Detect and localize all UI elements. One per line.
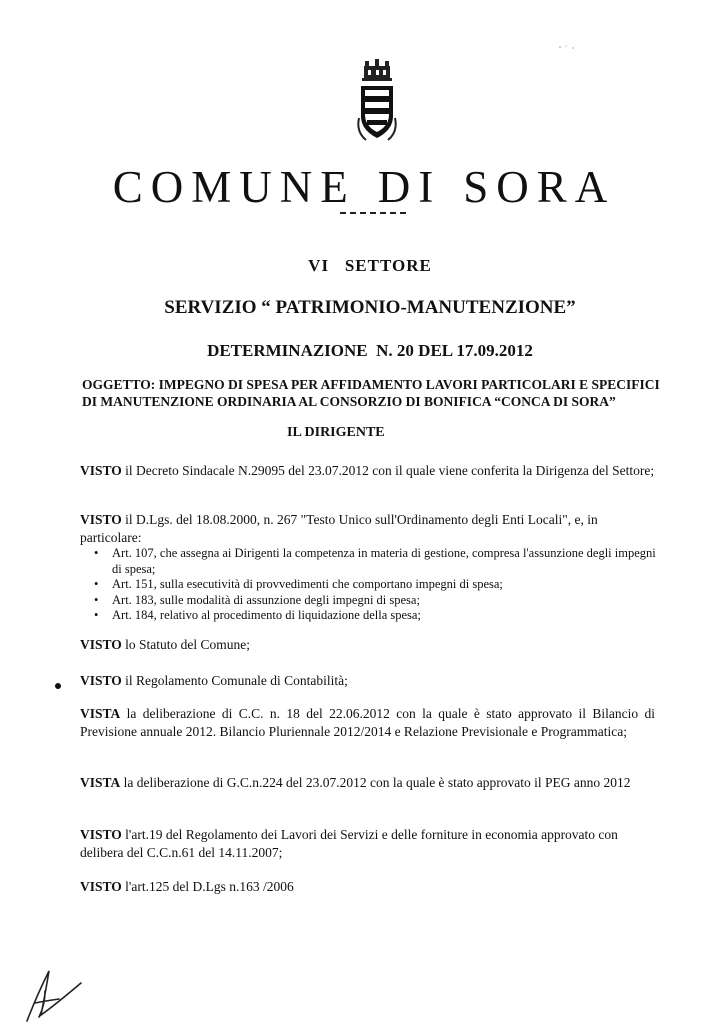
scan-mark <box>55 683 61 689</box>
paragraph-body: il Decreto Sindacale N.29095 del 23.07.2012 con il quale viene conferita la Dirigenza del Settore; <box>121 463 655 478</box>
title-divider <box>340 212 406 214</box>
paragraph-body: il D.Lgs. del 18.08.2000, n. 267 "Testo Unico sull'Ordinamento degli Enti Locali", e, in particolare: <box>80 512 598 545</box>
paragraph-dlgs <box>80 511 655 547</box>
article-text: Art. 184, relativo al procedimento di liquidazione della spesa; <box>112 608 421 622</box>
comune-word-sora: SORA <box>463 162 616 212</box>
paragraph-body: lo Statuto del Comune; <box>121 637 251 652</box>
bullet-glyph: • <box>94 577 99 591</box>
scan-speck <box>558 44 578 50</box>
comune-word-di: DI <box>377 162 442 212</box>
determinazione-heading: DETERMINAZIONE N. 20 DEL 17.09.2012 <box>207 341 533 360</box>
settore-heading: VI SETTORE <box>308 256 432 275</box>
article-text: Art. 183, sulle modalità di assunzione degli impegni di spesa; <box>112 592 420 607</box>
paragraph-body: la deliberazione di C.C. n. 18 del 22.06.2012 con la quale è stato approvato il Bilancio di Previsione annuale 2012. Bilancio Pluriennale 2012/2014 e Relazione Previsionale e Programmatica; <box>80 706 655 739</box>
bullet-glyph: • <box>94 546 99 560</box>
paragraph-peg <box>80 774 655 792</box>
paragraph-label: VISTA <box>80 775 121 790</box>
list-item <box>94 546 664 577</box>
paragraph-label: VISTO <box>80 673 122 688</box>
articles-list <box>94 546 664 624</box>
oggetto-text: OGGETTO: IMPEGNO DI SPESA PER AFFIDAMENTO LAVORI PARTICOLARI E SPECIFICI DI MANUTENZIONE ORDINARIA AL CONSORZIO DI BONIFICA “CONCA DI SORA” <box>82 377 660 409</box>
servizio-heading: SERVIZIO “ PATRIMONIO-MANUTENZIONE” <box>164 297 576 318</box>
paragraph-label: VISTO <box>80 463 122 478</box>
municipal-crest-icon <box>356 58 398 170</box>
paragraph-label: VISTO <box>80 637 122 652</box>
paragraph-body: il Regolamento Comunale di Contabilità; <box>121 673 348 688</box>
comune-word-comune: COMUNE <box>112 162 356 212</box>
dirigente-heading: IL DIRIGENTE <box>287 425 385 440</box>
paragraph-art19 <box>80 826 655 862</box>
paragraph-body: l'art.125 del D.Lgs n.163 /2006 <box>121 879 294 894</box>
paragraph-regolamento <box>80 672 655 690</box>
paragraph-label: VISTO <box>80 879 122 894</box>
article-text: Art. 107, che assegna ai Dirigenti la competenza in materia di gestione, compresa l'assunzione degli impegni di spesa; <box>112 546 656 576</box>
bullet-glyph: • <box>94 608 99 622</box>
comune-title <box>0 162 728 212</box>
paragraph-body: la deliberazione di G.C.n.224 del 23.07.2012 con la quale è stato approvato il PEG anno 2012 <box>120 775 631 790</box>
list-item <box>94 608 664 624</box>
paragraph-body: l'art.19 del Regolamento dei Lavori dei Servizi e delle forniture in economia approvato con delibera del C.C.n.61 del 14.11.2007; <box>80 827 618 860</box>
bullet-glyph: • <box>94 592 99 607</box>
signature-initial-icon <box>15 965 85 1025</box>
paragraph-label: VISTA <box>80 706 121 721</box>
paragraph-statuto <box>80 636 655 654</box>
list-item <box>94 593 664 609</box>
paragraph-art125 <box>80 878 655 896</box>
paragraph-label: VISTO <box>80 512 122 527</box>
paragraph-bilancio <box>80 705 655 741</box>
list-item <box>94 577 664 593</box>
paragraph-decreto <box>80 462 655 480</box>
paragraph-label: VISTO <box>80 827 122 842</box>
article-text: Art. 151, sulla esecutività di provvedimenti che comportano impegni di spesa; <box>112 577 503 591</box>
